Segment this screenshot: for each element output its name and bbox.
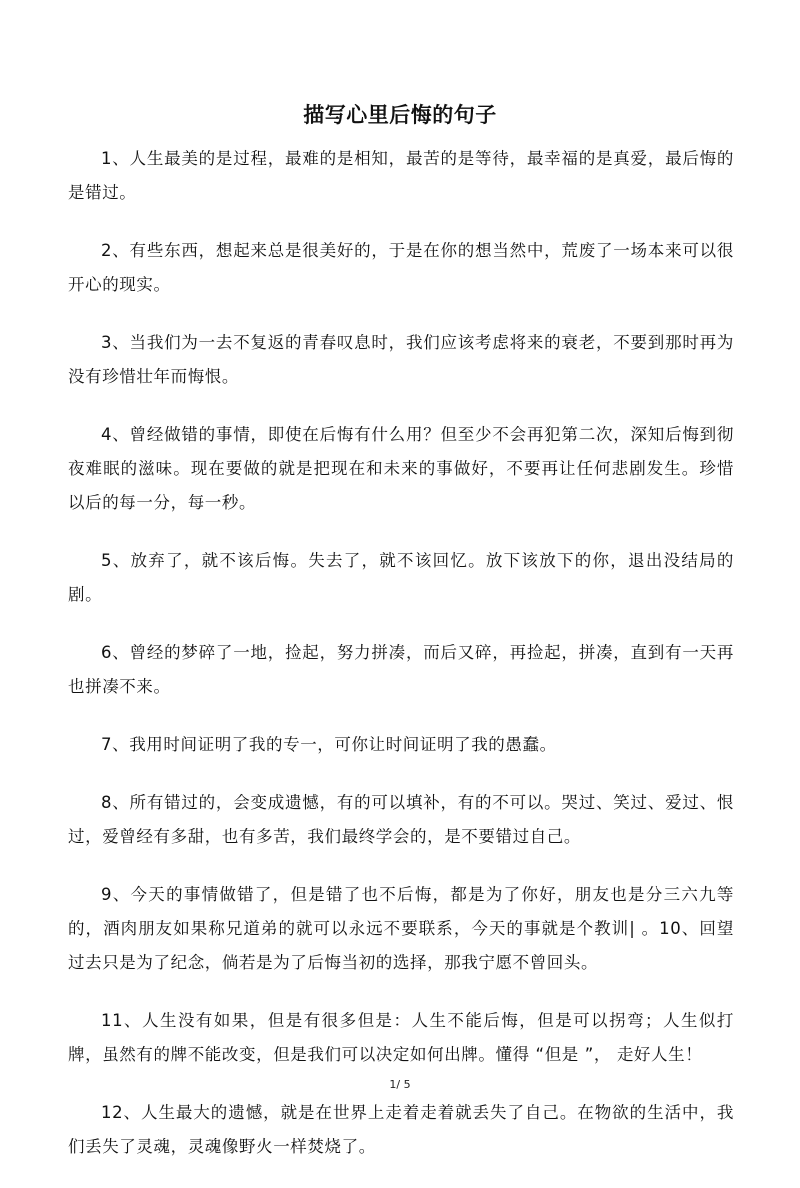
paragraph-9: 9、今天的事情做错了，但是错了也不后悔，都是为了你好，朋友也是分三六九等的，酒肉朋友如果称兄道弟的就可以永远不要联系，今天的事就是个教训| 。10、回望过去只是为了纪念，倘若是为了后悔当初的选择，那我宁愿不曾回头。	[68, 885, 734, 972]
paragraph-8: 8、所有错过的，会变成遗憾，有的可以填补，有的不可以。哭过、笑过、爱过、恨过，爱曾经有多甜，也有多苦，我们最终学会的，是不要错过自己。	[68, 793, 734, 846]
paragraph-3: 3、当我们为一去不复返的青春叹息时，我们应该考虑将来的衰老，不要到那时再为没有珍惜壮年而悔恨。	[68, 333, 734, 386]
paragraph-11: 11、人生没有如果，但是有很多但是：人生不能后悔，但是可以拐弯；人生似打牌，虽然有的牌不能改变，但是我们可以决定如何出牌。懂得 “但是 ”， 走好人生！	[68, 1011, 734, 1064]
paragraph-2: 2、有些东西，想起来总是很美好的，于是在你的想当然中，荒废了一场本来可以很开心的现实。	[68, 241, 734, 294]
paragraph-1: 1、人生最美的是过程，最难的是相知，最苦的是等待，最幸福的是真爱，最后悔的是错过。	[68, 149, 734, 202]
page-indicator: 1/ 5	[389, 1078, 411, 1091]
paragraph-6: 6、曾经的梦碎了一地，捡起，努力拼凑，而后又碎，再捡起，拼凑，直到有一天再也拼凑不来。	[68, 643, 734, 696]
paragraph-12: 12、人生最大的遗憾，就是在世界上走着走着就丢失了自己。在物欲的生活中，我们丢失了灵魂，灵魂像野火一样焚烧了。	[68, 1103, 734, 1156]
document-title: 描写心里后悔的句子	[303, 103, 497, 127]
paragraph-5: 5、放弃了，就不该后悔。失去了，就不该回忆。放下该放下的你，退出没结局的剧。	[68, 551, 734, 604]
document-body	[68, 142, 734, 1188]
paragraph-4: 4、曾经做错的事情，即使在后悔有什么用？但至少不会再犯第二次，深知后悔到彻夜难眠的滋味。现在要做的就是把现在和未来的事做好，不要再让任何悲剧发生。珍惜以后的每一分，每一秒。	[68, 425, 734, 512]
paragraph-7: 7、我用时间证明了我的专一，可你让时间证明了我的愚蠢。	[101, 735, 557, 754]
